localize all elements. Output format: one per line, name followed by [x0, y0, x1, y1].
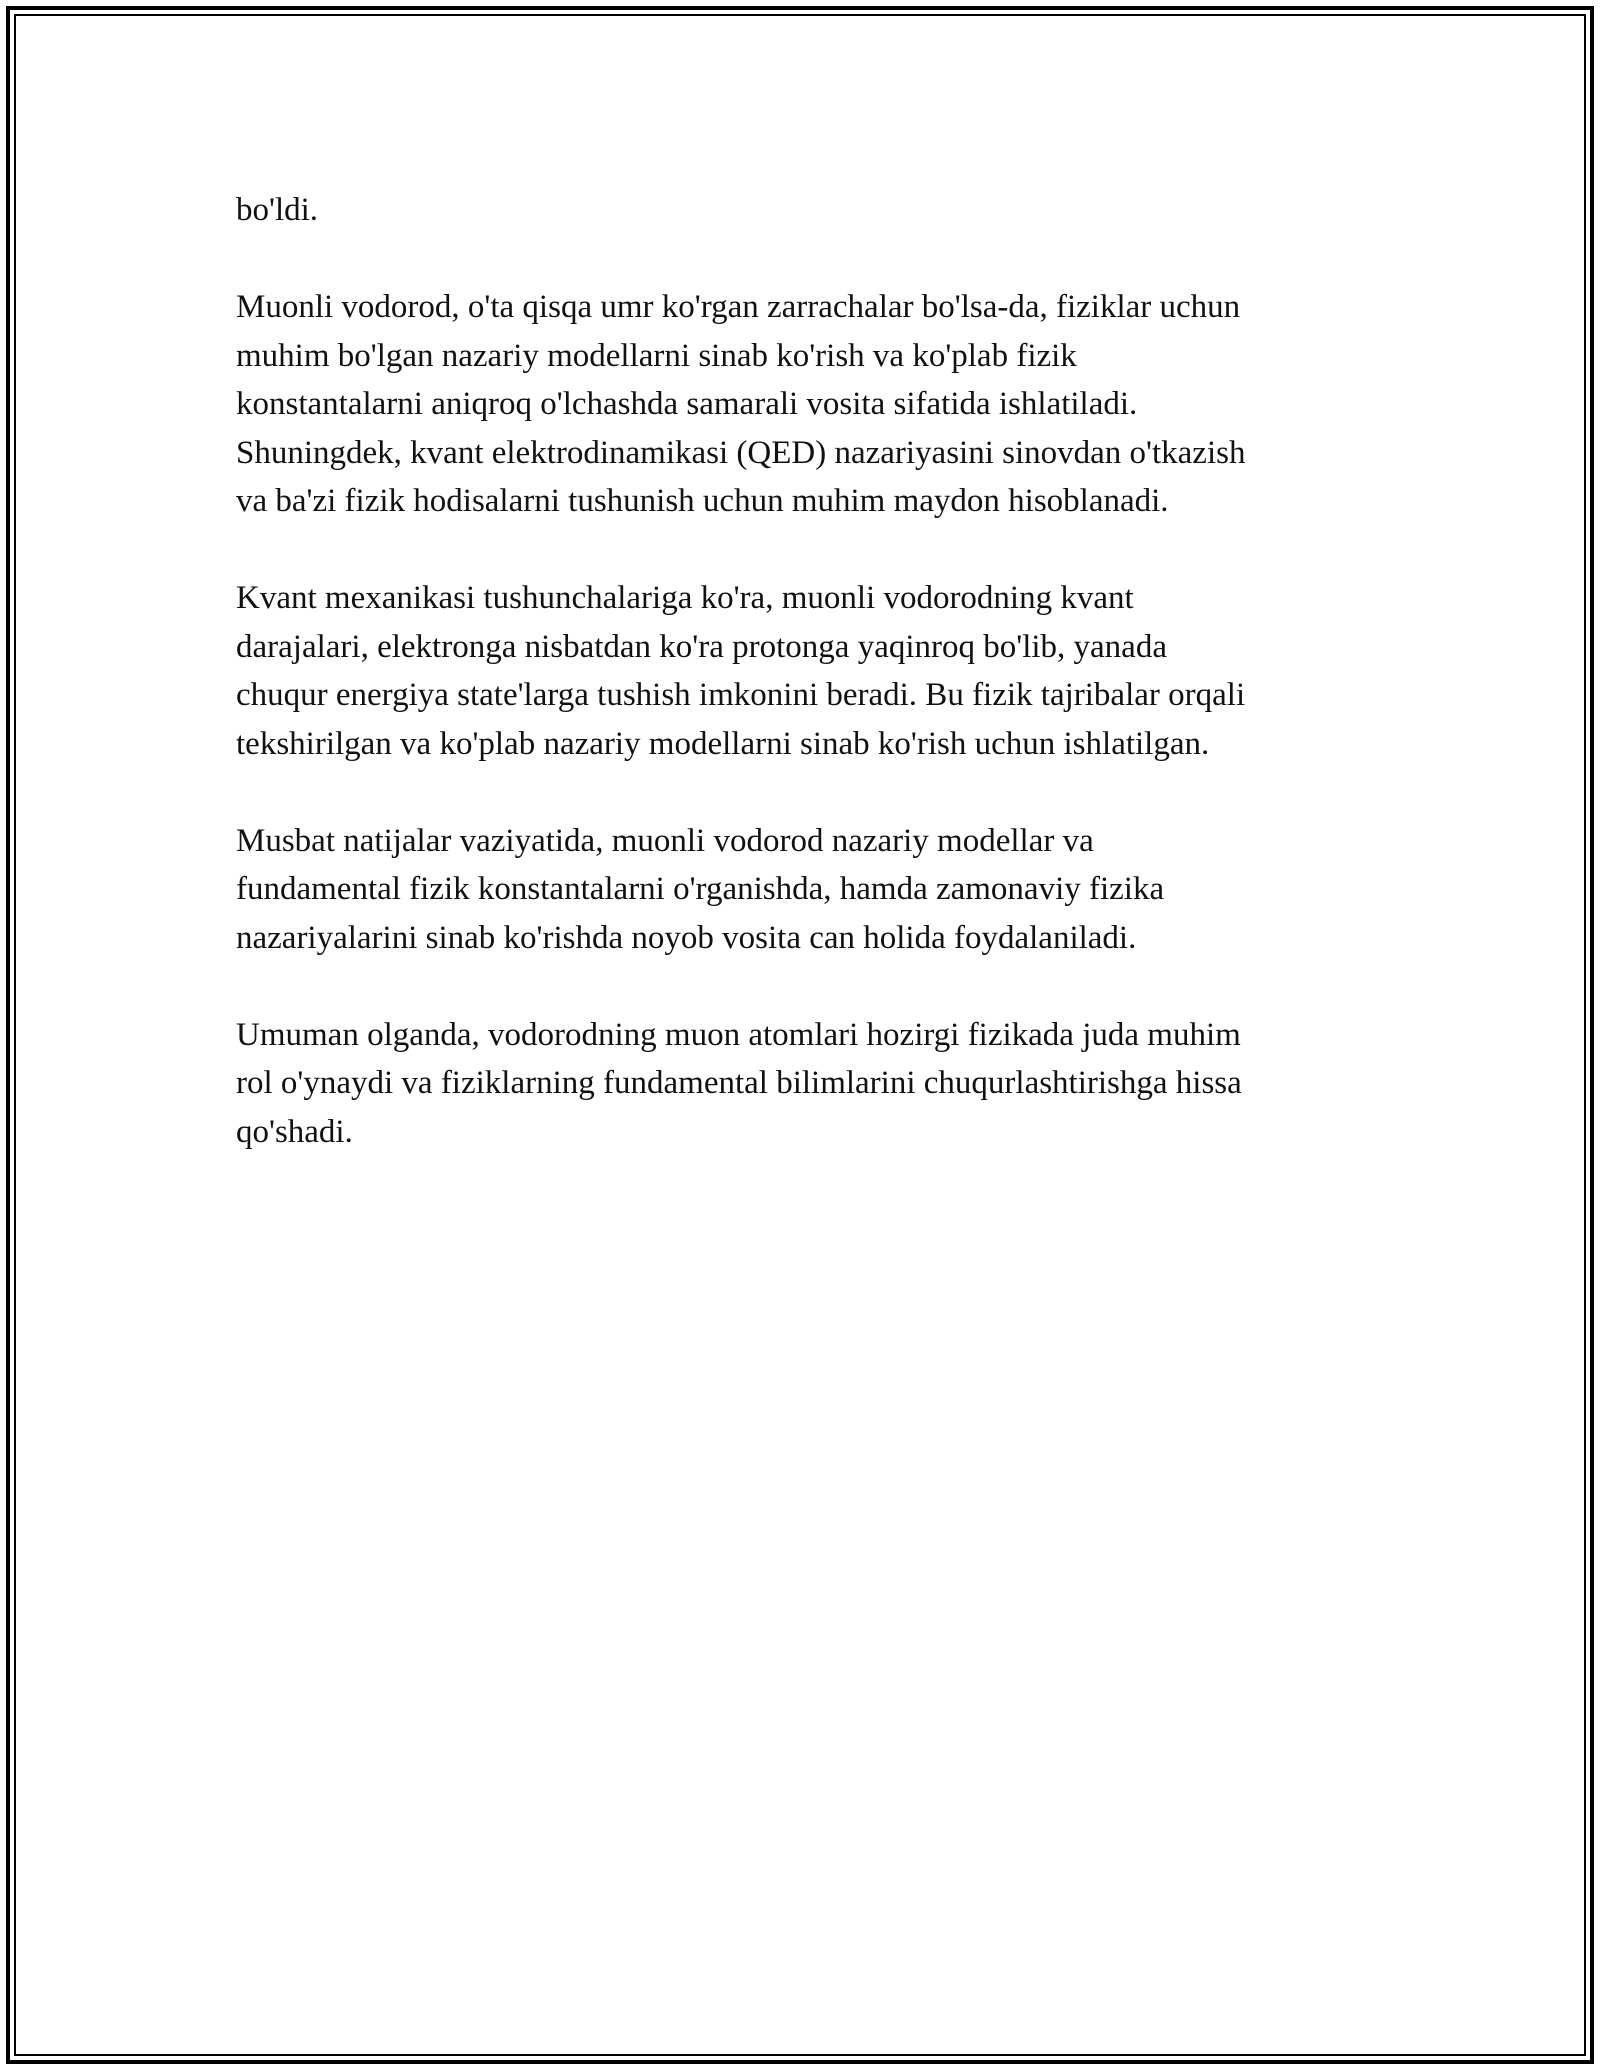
text-line: Umuman olganda, vodorodning muon atomlari hozirgi fizikada juda muhim — [236, 1016, 1241, 1053]
text-line: muhim bo'lgan nazariy modellarni sinab ko'rish va ko'plab fizik — [236, 337, 1077, 374]
paragraph-4 — [236, 817, 1376, 963]
text-line: chuqur energiya state'larga tushish imkonini beradi. Bu fizik tajribalar orqali — [236, 677, 1246, 713]
text-line: qo'shadi. — [236, 1113, 353, 1150]
paragraph-1 — [236, 186, 1376, 235]
paragraph-2 — [236, 283, 1376, 526]
text-line: Musbat natijalar vaziyatida, muonli vodorod nazariy modellar va — [236, 822, 1094, 859]
text-line: Shuningdek, kvant elektrodinamikasi (QED) nazariyasini sinovdan o'tkazish — [236, 434, 1246, 471]
document-body — [236, 186, 1376, 1205]
text-line: rol o'ynaydi va fiziklarning fundamental bilimlarini chuqurlashtirishga hissa — [236, 1065, 1242, 1101]
text-line: konstantalarni aniqroq o'lchashda samarali vosita sifatida ishlatiladi. — [236, 386, 1138, 422]
paragraph-3 — [236, 574, 1376, 768]
paragraph-5 — [236, 1011, 1376, 1157]
text-line: tekshirilgan va ko'plab nazariy modellarni sinab ko'rish uchun ishlatilgan. — [236, 725, 1210, 762]
text-line: va ba'zi fizik hodisalarni tushunish uchun muhim maydon hisoblanadi. — [236, 483, 1169, 519]
text-line: darajalari, elektronga nisbatdan ko'ra protonga yaqinroq bo'lib, yanada — [236, 628, 1167, 665]
text-line: bo'ldi. — [236, 192, 319, 228]
text-line: Muonli vodorod, o'ta qisqa umr ko'rgan zarrachalar bo'lsa-da, fiziklar uchun — [236, 289, 1241, 325]
text-line: fundamental fizik konstantalarni o'rganishda, hamda zamonaviy fizika — [236, 871, 1165, 907]
text-line: nazariyalarini sinab ko'rishda noyob vosita can holida foydalaniladi. — [236, 919, 1137, 956]
text-line: Kvant mexanikasi tushunchalariga ko'ra, muonli vodorodning kvant — [236, 580, 1134, 616]
